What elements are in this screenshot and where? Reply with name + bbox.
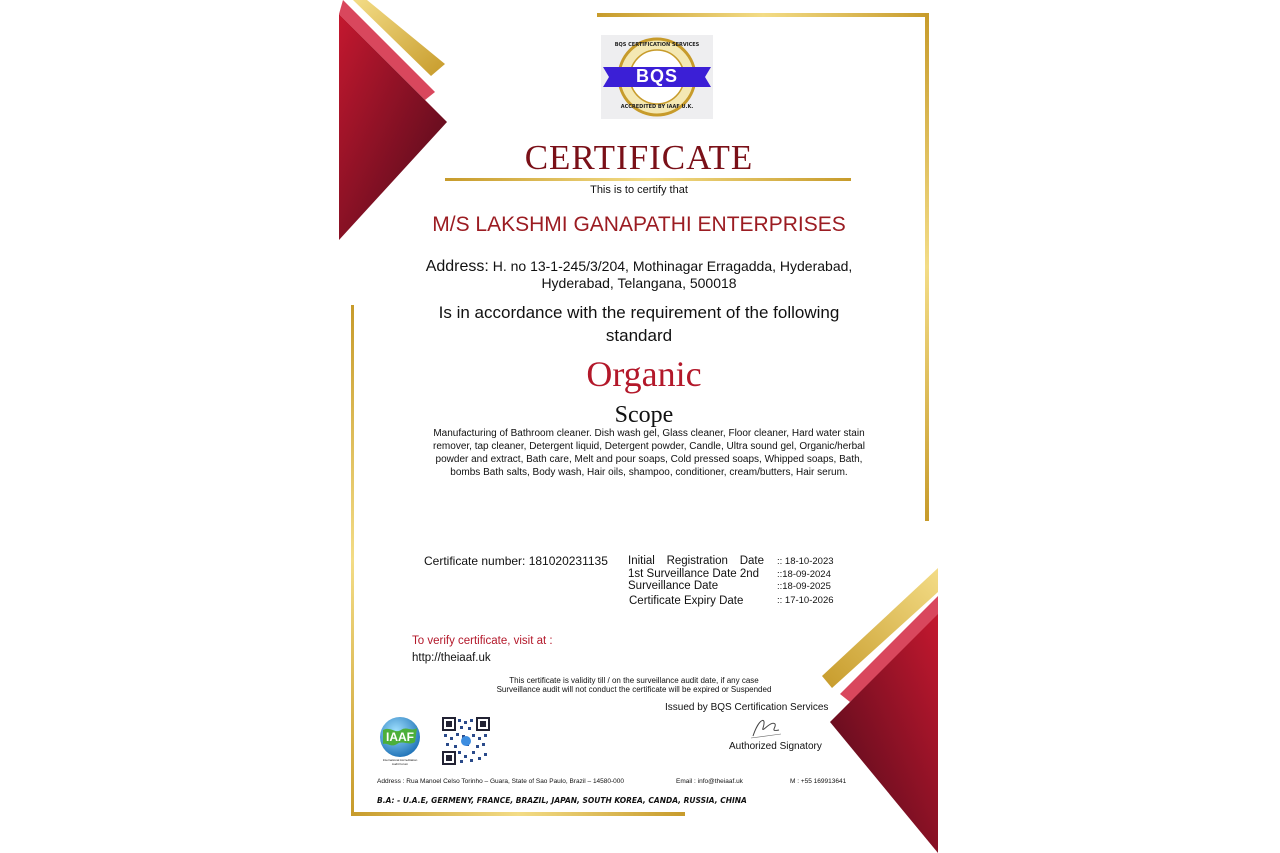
certificate-page <box>339 0 938 853</box>
scope-line-1: Manufacturing of Bathroom cleaner. Dish wash gel, Glass cleaner, Floor cleaner, Hard water stain <box>433 428 865 439</box>
scope-heading: Scope <box>614 402 674 428</box>
bottom-right-ribbon-decoration <box>820 566 938 853</box>
certify-line: This is to certify that <box>590 184 688 196</box>
initial-registration-value: :: 18-10-2023 <box>777 556 834 567</box>
footer-branches: B.A: - U.A.E, GERMENY, FRANCE, BRAZIL, JAPAN, SOUTH KOREA, CANDA, RUSSIA, CHINA <box>377 796 747 805</box>
address-block <box>389 258 889 292</box>
bottom-gold-border <box>351 812 685 816</box>
certificate-title: CERTIFICATE <box>524 138 754 177</box>
scope-text <box>389 427 909 479</box>
bqs-ring-bottom-text: ACCREDITED BY IAAF U.K. <box>620 104 694 110</box>
iaaf-caption-2: Audit Forum <box>391 762 409 766</box>
second-surveillance-value: ::18-09-2025 <box>777 581 831 592</box>
accordance-block <box>399 301 879 347</box>
standard-name: Organic <box>586 354 702 394</box>
iaaf-label: IAAF <box>386 730 414 744</box>
footer-phone: M : +55 169913641 <box>790 778 847 785</box>
company-name: M/S LAKSHMI GANAPATHI ENTERPRISES <box>432 213 846 236</box>
signature-icon <box>749 714 783 740</box>
title-underline <box>445 178 851 181</box>
right-gold-border <box>925 13 929 521</box>
left-gold-border <box>351 305 354 815</box>
footer-email: Email : info@theiaaf.uk <box>676 778 743 785</box>
first-surveillance-value: ::18-09-2024 <box>777 569 831 580</box>
address-line2: Hyderabad, Telangana, 500018 <box>541 275 737 291</box>
expiry-label: Certificate Expiry Date <box>629 595 744 607</box>
verify-url[interactable]: http://theiaaf.uk <box>412 652 491 664</box>
initial-registration-label: Initial Registration Date <box>628 555 764 567</box>
iaaf-logo <box>371 716 429 768</box>
first-surveillance-label: 1st Surveillance Date 2nd <box>628 568 760 580</box>
iaaf-caption-1: International Accreditation <box>382 758 418 762</box>
verify-label: To verify certificate, visit at : <box>412 635 553 647</box>
scope-line-4: bombs Bath salts, Body wash, Hair oils, shampoo, conditioner, cream/butters, Hair serum. <box>450 467 848 478</box>
validity-note <box>439 676 829 694</box>
second-surveillance-label: Surveillance Date <box>628 580 719 592</box>
issued-by: Issued by BQS Certification Services <box>665 702 829 713</box>
certificate-number: Certificate number: 181020231135 <box>424 554 608 568</box>
qr-code-icon[interactable] <box>442 717 490 765</box>
footer-address: Address : Rua Manoel Celso Torinho – Guara, State of Sao Paulo, Brazil – 14580-000 <box>377 778 625 785</box>
validity-line-2: Surveillance audit will not conduct the certificate will be expired or Suspended <box>496 685 772 694</box>
accordance-line1: Is in accordance with the requirement of the following <box>438 303 840 322</box>
address-label: Address: <box>425 258 489 275</box>
scope-line-2: remover, tap cleaner, Detergent liquid, Detergent powder, Candle, Ultra sound gel, Organic/herbal <box>433 441 865 452</box>
scope-line-3: powder and extract, Bath care, Melt and pour soaps, Cold pressed soaps, Whipped soaps, Bath, <box>435 454 863 465</box>
authorized-signatory: Authorized Signatory <box>729 741 822 752</box>
address-line1: H. no 13-1-245/3/204, Mothinagar Erragadda, Hyderabad, <box>492 258 853 274</box>
bqs-logo <box>601 35 713 119</box>
accordance-line2: standard <box>605 326 673 345</box>
top-gold-border <box>597 13 929 17</box>
expiry-value: :: 17-10-2026 <box>777 595 834 606</box>
bqs-ring-top-text: BQS CERTIFICATION SERVICES <box>614 42 700 48</box>
bqs-badge-text: BQS <box>635 66 678 86</box>
validity-line-1: This certificate is validity till / on the surveillance audit date, if any case <box>509 676 759 685</box>
